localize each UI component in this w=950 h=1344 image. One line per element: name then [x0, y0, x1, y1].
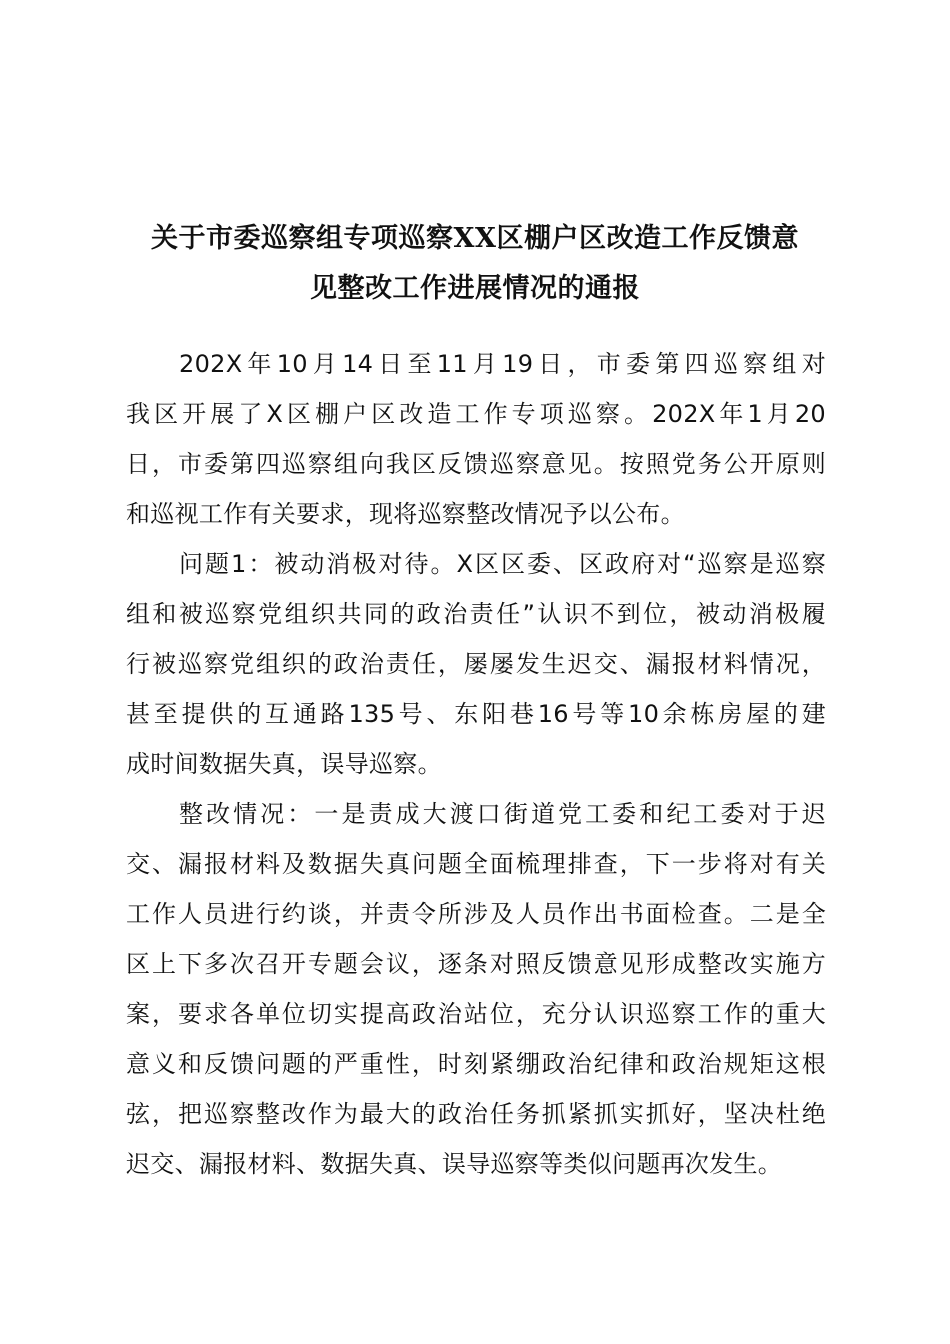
- text-line: 案，要求各单位切实提高政治站位，充分认识巡察工作的重大: [126, 1000, 826, 1028]
- document-title: [100, 214, 850, 314]
- text-line: 甚至提供的互通路135号、东阳巷16号等10余栋房屋的建: [126, 700, 826, 728]
- text-line: 意义和反馈问题的严重性，时刻紧绷政治纪律和政治规矩这根: [126, 1050, 826, 1078]
- text-line: 202X年10月14日至11月19日，市委第四巡察组对: [179, 350, 826, 378]
- text-line: 交、漏报材料及数据失真问题全面梳理排查，下一步将对有关: [126, 850, 826, 878]
- title-line: 关于市委巡察组专项巡察XX区棚户区改造工作反馈意: [151, 223, 799, 255]
- text-line: 整改情况：一是责成大渡口街道党工委和纪工委对于迟: [179, 800, 826, 828]
- text-line: 迟交、漏报材料、数据失真、误导巡察等类似问题再次发生。: [126, 1150, 783, 1178]
- document-body: [126, 339, 826, 1189]
- text-line: 和巡视工作有关要求，现将巡察整改情况予以公布。: [126, 500, 685, 528]
- title-line: 见整改工作进展情况的通报: [310, 273, 640, 305]
- text-line: 日，市委第四巡察组向我区反馈巡察意见。按照党务公开原则: [126, 450, 826, 478]
- paragraph-problem-1: [126, 539, 826, 789]
- text-line: 我区开展了X区棚户区改造工作专项巡察。202X年1月20: [126, 400, 826, 428]
- paragraph-intro: [126, 339, 826, 539]
- text-line: 问题1：被动消极对待。X区区委、区政府对“巡察是巡察: [179, 550, 826, 578]
- text-line: 行被巡察党组织的政治责任，屡屡发生迟交、漏报材料情况，: [126, 650, 826, 678]
- paragraph-rectification: [126, 789, 826, 1189]
- text-line: 组和被巡察党组织共同的政治责任”认识不到位，被动消极履: [126, 600, 826, 628]
- text-line: 弦，把巡察整改作为最大的政治任务抓紧抓实抓好，坚决杜绝: [126, 1100, 826, 1128]
- text-line: 成时间数据失真，误导巡察。: [126, 750, 442, 778]
- text-line: 工作人员进行约谈，并责令所涉及人员作出书面检查。二是全: [126, 900, 826, 928]
- text-line: 区上下多次召开专题会议，逐条对照反馈意见形成整改实施方: [126, 950, 826, 978]
